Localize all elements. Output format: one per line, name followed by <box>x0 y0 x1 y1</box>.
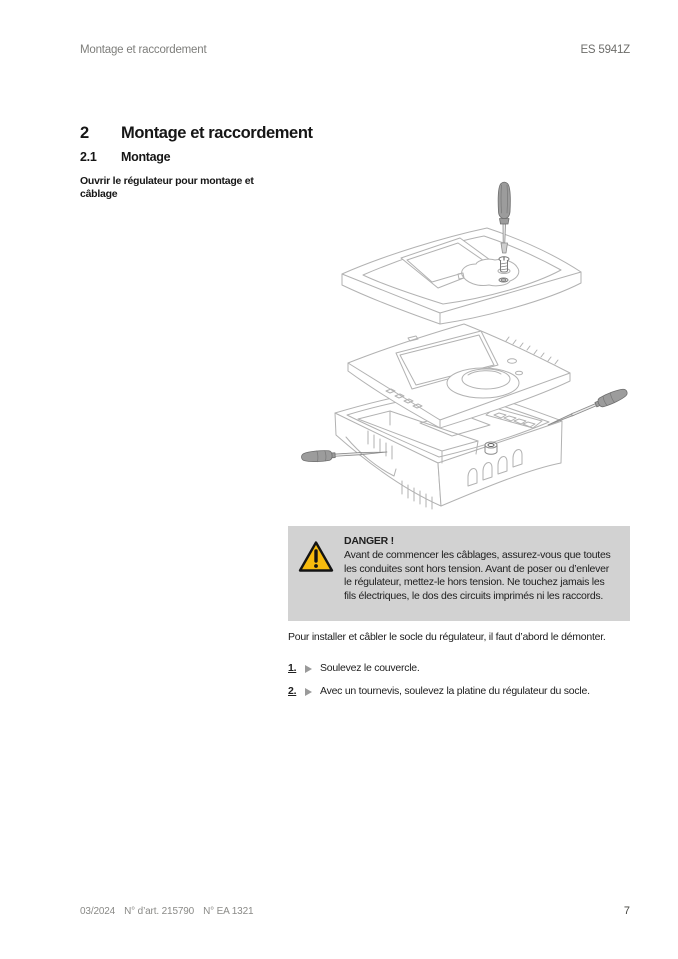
warning-triangle-icon <box>298 540 334 573</box>
step-number: 1. <box>288 662 297 674</box>
danger-content <box>344 535 618 603</box>
section-title: Montage <box>121 150 171 164</box>
section-heading <box>80 150 170 164</box>
page-header <box>80 44 630 56</box>
danger-body: Avant de commencer les câblages, assurez-vous que toutes les conduites sont hors tension. Avant de poser ou d’enlever le régulateur, mettez-le hors tension. Ne touchez jamais les fils électriques, le dos des circuits imprimés ni les raccords. <box>344 549 611 602</box>
section-number: 2.1 <box>80 150 97 164</box>
footer-article-number: N° d’art. 215790 <box>124 906 195 917</box>
page-footer <box>80 906 253 917</box>
danger-warning-box <box>288 526 630 621</box>
header-doc-code: ES 5941Z <box>580 44 630 56</box>
exploded-view-svg <box>290 175 678 515</box>
step-arrow-icon <box>305 665 312 673</box>
chapter-heading <box>80 124 313 143</box>
rotary-dial <box>447 368 519 398</box>
exploded-view-figure <box>290 175 678 515</box>
step-item-2 <box>288 685 590 697</box>
footer-date: 03/2024 <box>80 906 116 917</box>
danger-title: DANGER ! <box>344 535 394 547</box>
step-text: Soulevez le couvercle. <box>320 662 420 674</box>
step-item-1 <box>288 662 420 674</box>
cover-part <box>342 228 581 324</box>
step-number: 2. <box>288 684 297 697</box>
chapter-title: Montage et raccordement <box>121 124 313 142</box>
page-number: 7 <box>623 905 630 917</box>
step-text: Avec un tournevis, soulevez la platine du régulateur du socle. <box>320 684 590 697</box>
header-section-label: Montage et raccordement <box>80 44 207 56</box>
chapter-number: 2 <box>80 124 89 142</box>
intro-paragraph: Pour installer et câbler le socle du régulateur, il faut d’abord le démonter. <box>288 631 606 643</box>
margin-note: Ouvrir le régulateur pour montage et câblage <box>80 175 254 200</box>
footer-ea-number: N° EA 1321 <box>203 906 254 917</box>
step-arrow-icon <box>305 688 312 696</box>
